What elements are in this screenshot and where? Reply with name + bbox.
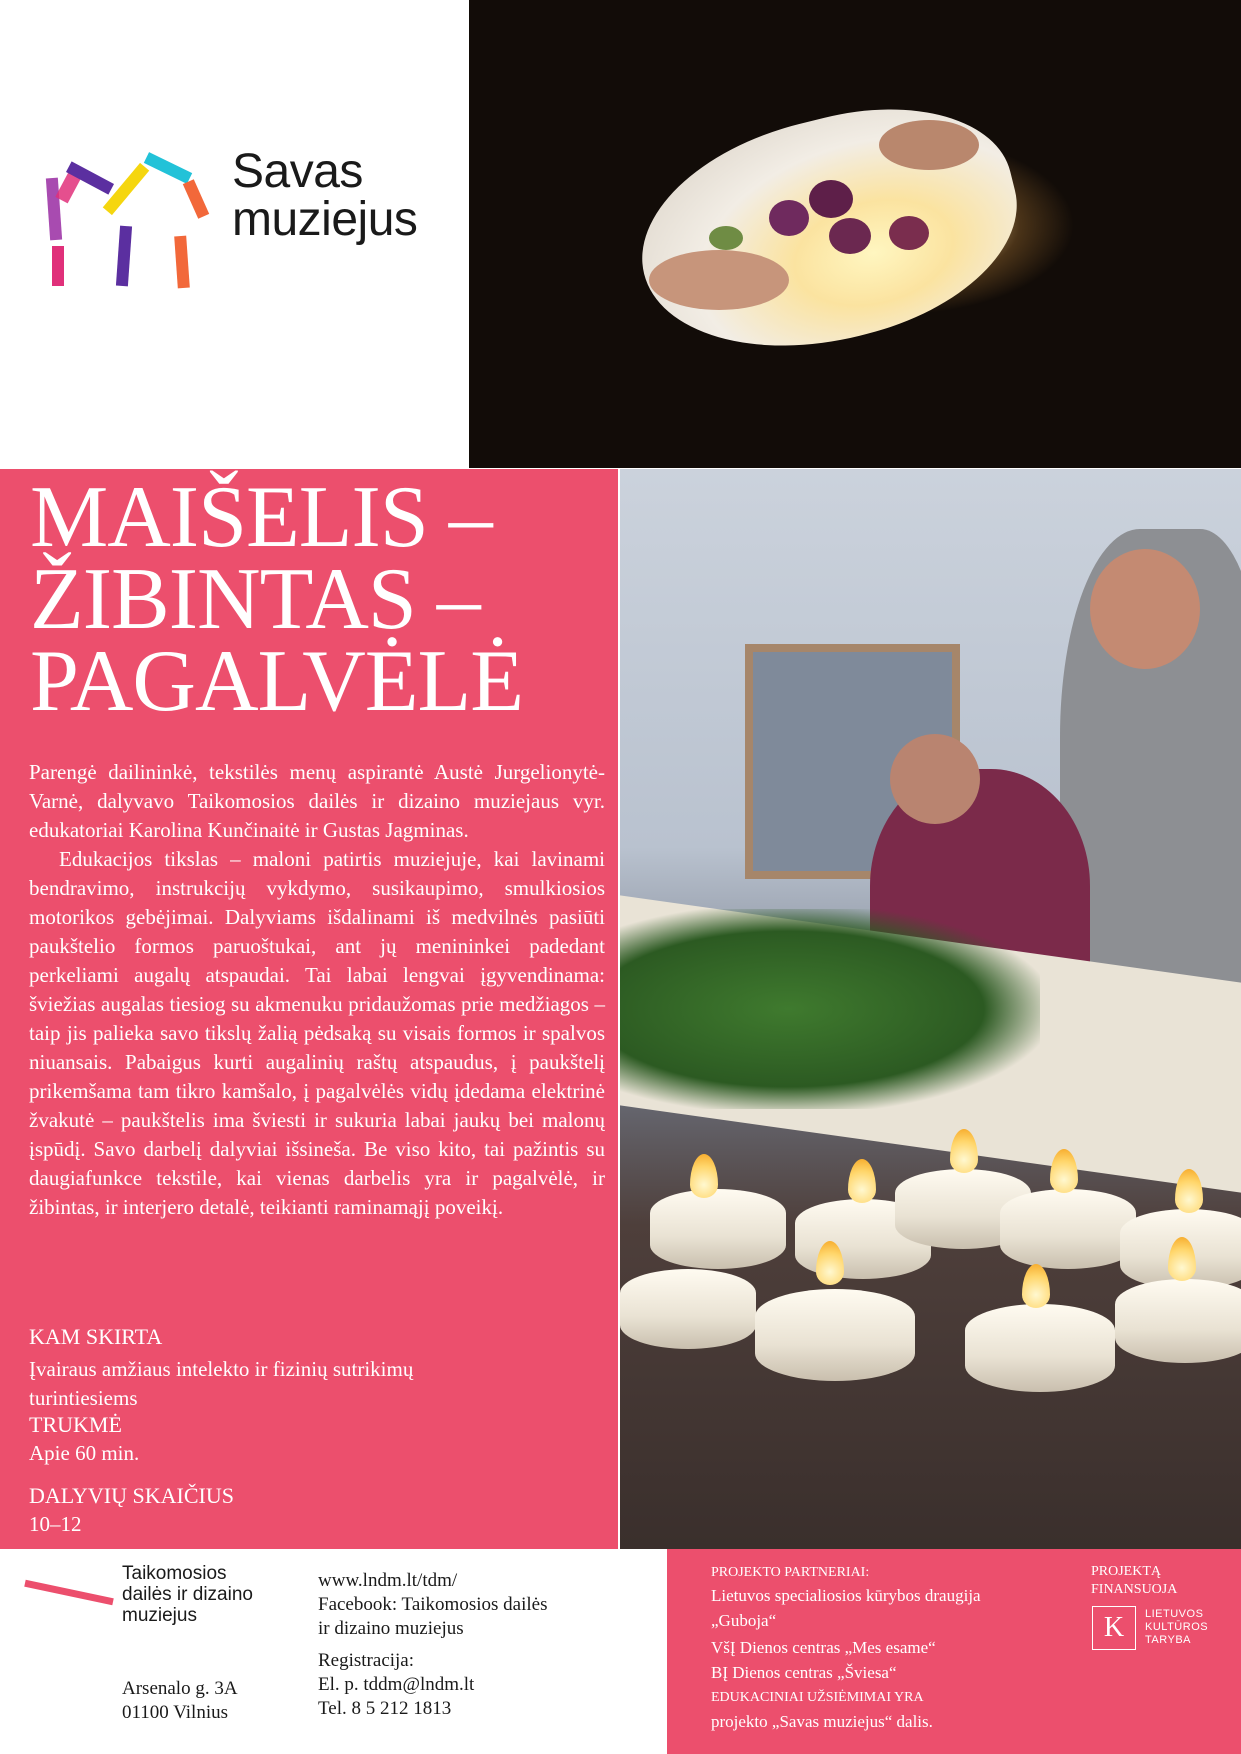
council-letter: K bbox=[1103, 1612, 1125, 1643]
greenery bbox=[620, 909, 1040, 1109]
flower-print bbox=[829, 218, 871, 254]
title-line-1: MAIŠELIS – bbox=[30, 469, 492, 566]
title-line-2: ŽIBINTAS – bbox=[30, 551, 480, 648]
description bbox=[29, 758, 605, 1222]
flower-print bbox=[889, 216, 929, 250]
partners-heading: PROJEKTO PARTNERIAI: bbox=[711, 1565, 870, 1580]
hand bbox=[879, 120, 979, 170]
participants-section bbox=[29, 1481, 589, 1539]
footer-contact bbox=[0, 1549, 666, 1754]
flower-print bbox=[769, 200, 809, 236]
tealight bbox=[620, 1269, 756, 1349]
funder bbox=[1091, 1563, 1177, 1599]
partner-2: VšĮ Dienos centras „Mes esame“ bbox=[711, 1638, 936, 1657]
audience-line-1: Įvairaus amžiaus intelekto ir fizinių sutrikimų bbox=[29, 1357, 414, 1381]
website-link[interactable]: www.lndm.lt/tdm/ bbox=[318, 1570, 458, 1591]
culture-council-logo-icon bbox=[1092, 1606, 1136, 1650]
contacts bbox=[318, 1569, 547, 1721]
partner-1-line-2: „Guboja“ bbox=[711, 1611, 777, 1630]
council-line-1: LIETUVOS bbox=[1145, 1608, 1204, 1620]
museum-name-line-3: muziejus bbox=[122, 1605, 197, 1626]
tealight bbox=[1000, 1189, 1136, 1269]
person-man-head bbox=[1090, 549, 1200, 669]
edu-line: projekto „Savas muziejus“ dalis. bbox=[711, 1712, 933, 1731]
hand bbox=[649, 250, 789, 310]
partner-3: BĮ Dienos centras „Šviesa“ bbox=[711, 1663, 897, 1682]
registration-label: Registracija: bbox=[318, 1650, 415, 1671]
address bbox=[122, 1677, 238, 1725]
main-text-panel bbox=[0, 469, 618, 1549]
description-paragraph-2: Edukacijos tikslas – maloni patirtis muziejuje, kai lavinami bendravimo, instrukcijų vykdymo, susikaupimo, smulkiosios motorikos gebėjimai. Dalyviams išdalinami iš medvilnės pasiūti paukštelio formos paruoštukai, ant jų menininkei padedant perkeliami augalų atspaudai. Tai labai lengvai įgyvendinama: šviežias augalas tiesiog su akmenuku pridaužomas prie medžiagos – taip jis palieka savo tikslų žalią pėdsaką su visais formos ir spalvos niuansais. Pabaigus kurti augalinių raštų atspaudus, į paukštelį prikemšama tam tikro kamšalo, į pagalvėlės vidų įdedama elektrinė žvakutė – paukštelis ima šviesti ir sukuria labai jaukų bei malonų įspūdį. Savo darbelį dalyviai išsineša. Be viso kito, tai pažintis su daugiafunkce tekstile, kai vienas darbelis yra ir pagalvėlė, ir žibintas, ir interjero detalė, teikianti raminamąjį poveikį. bbox=[29, 847, 605, 1219]
funder-heading-2: FINANSUOJA bbox=[1091, 1582, 1178, 1597]
flame bbox=[690, 1154, 718, 1198]
duration-value: Apie 60 min. bbox=[29, 1441, 140, 1465]
flame bbox=[848, 1159, 876, 1203]
museum-logo-text bbox=[122, 1563, 253, 1626]
address-line-2: 01100 Vilnius bbox=[122, 1702, 229, 1723]
flame bbox=[1022, 1264, 1050, 1308]
facebook-line-2: ir dizaino muziejus bbox=[318, 1618, 464, 1639]
tealight bbox=[1115, 1279, 1241, 1363]
page-title bbox=[30, 469, 524, 730]
savas-muziejus-logo-mark bbox=[40, 150, 220, 290]
logo-line-2: muziejus bbox=[232, 193, 418, 246]
culture-council-name bbox=[1145, 1608, 1208, 1647]
partner-1-line-1: Lietuvos specialiosios kūrybos draugija bbox=[711, 1586, 981, 1605]
council-line-3: TARYBA bbox=[1145, 1634, 1191, 1646]
person-woman-head bbox=[890, 734, 980, 824]
audience-section bbox=[29, 1322, 589, 1413]
partners bbox=[711, 1563, 1041, 1734]
title-line-3: PAGALVĖLĖ bbox=[30, 633, 524, 730]
tealight bbox=[965, 1304, 1115, 1392]
museum-name-line-1: Taikomosios bbox=[122, 1563, 227, 1584]
duration-heading: TRUKMĖ bbox=[29, 1412, 122, 1437]
email-link[interactable]: El. p. tddm@lndm.lt bbox=[318, 1674, 475, 1695]
audience-heading: KAM SKIRTA bbox=[29, 1324, 163, 1349]
phone-number: Tel. 8 5 212 1813 bbox=[318, 1698, 452, 1719]
workshop-photo bbox=[620, 469, 1241, 1549]
logo-wordmark bbox=[232, 145, 418, 246]
flower-print bbox=[809, 180, 853, 218]
tealight bbox=[755, 1289, 915, 1381]
edu-heading: EDUKACINIAI UŽSIĖMIMAI YRA bbox=[711, 1690, 924, 1705]
address-line-1: Arsenalo g. 3A bbox=[122, 1678, 238, 1699]
participants-heading: DALYVIŲ SKAIČIUS bbox=[29, 1483, 234, 1508]
museum-name-line-2: dailės ir dizaino bbox=[122, 1584, 253, 1605]
audience-line-2: turintiesiems bbox=[29, 1386, 138, 1410]
facebook-line-1[interactable]: Facebook: Taikomosios dailės bbox=[318, 1594, 548, 1615]
description-paragraph-1: Parengė dailininkė, tekstilės menų aspirantė Austė Jurgelionytė-Varnė, dalyvavo Taikomosios dailės ir dizaino muziejaus vyr. edukatoriai Karolina Kunčinaitė ir Gustas Jagminas. bbox=[29, 760, 605, 842]
footer-partners bbox=[667, 1549, 1241, 1754]
council-line-2: KULTŪROS bbox=[1145, 1621, 1209, 1633]
logo-line-1: Savas bbox=[232, 145, 363, 198]
funder-heading-1: PROJEKTĄ bbox=[1091, 1564, 1162, 1579]
logo-area bbox=[0, 0, 468, 468]
participants-value: 10–12 bbox=[29, 1512, 82, 1536]
tealight bbox=[650, 1189, 786, 1269]
glowing-bag-photo bbox=[469, 0, 1241, 468]
leaf-print bbox=[709, 226, 743, 250]
duration-section bbox=[29, 1410, 589, 1468]
museum-logo-mark bbox=[24, 1580, 113, 1606]
